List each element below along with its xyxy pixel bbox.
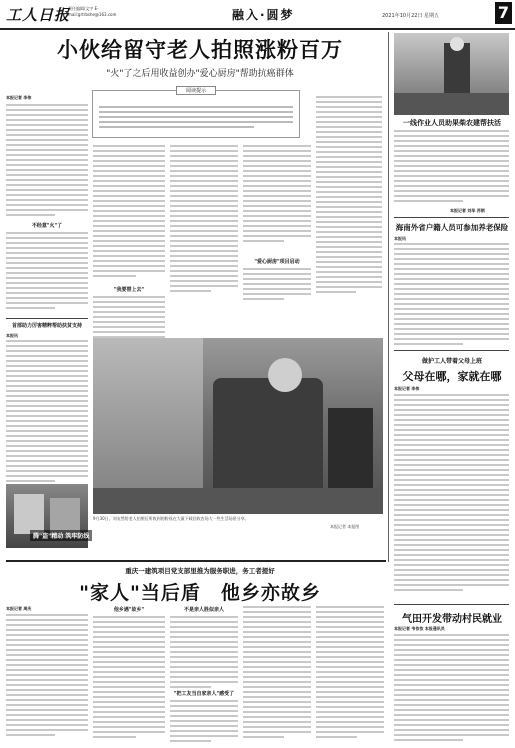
editor-meta: 责任编辑/文字 E-mail:grtrbshe@163.com (68, 6, 117, 17)
right-top-photo (394, 33, 509, 115)
divider-bottom (6, 560, 386, 562)
reading-tip-box (92, 90, 300, 138)
right-top-byline: 本报记者 刘华 苏钢 (450, 208, 485, 213)
bottom-sub-1: 他乡遇"故乡" (113, 607, 145, 613)
right-lower-body (394, 394, 509, 594)
lead-section-head-3: "爱心厨房"项目启动 (254, 259, 300, 265)
newspaper-logo: 工人日报 (6, 6, 71, 24)
lead-subhead: "火"了之后用收益创办"爱心厨房"帮助抗癌群体 (106, 69, 294, 79)
right-bottom-body (394, 634, 509, 744)
divider-right-3 (394, 604, 509, 605)
bottom-sub-3: "把工友当自家亲人"感受了 (173, 691, 235, 697)
bottom-column-4 (243, 606, 311, 741)
divider-left (6, 318, 88, 319)
bottom-column-1 (6, 614, 88, 739)
lead-photo-credit: 本报记者 本报图 (330, 524, 360, 529)
issue-date: 2021年10月22日 星期五 (382, 13, 440, 19)
bottom-kicker: 重庆一建筑项目党支部里推为服务职进，务工者提好 (125, 567, 275, 575)
bottom-column-3b (170, 700, 238, 745)
page-number: 7 (495, 2, 512, 24)
left-story-byline: 本报讯 (6, 333, 18, 338)
lead-headline: 小伙给留守老人拍照涨粉百万 (57, 38, 343, 62)
right-mid-byline: 本报讯 (394, 236, 406, 241)
left-story-body (6, 340, 88, 485)
right-column-divider (388, 32, 389, 562)
lead-photo-caption: 9月30日，刘友然给老人拍照后所收到的粉丝在大量下载回收农场大一些生活场景分享。 (93, 516, 249, 521)
lead-photo (93, 338, 383, 514)
left-story-photo-label: 腾"盗"精动 筑牢防线 (30, 530, 92, 541)
left-story-headline: 首部助力厉害精粹帮助扶贫支持 (11, 323, 82, 329)
bottom-sub-2: 不是亲人胜似亲人 (183, 607, 224, 613)
right-lower-byline: 本报记者 李伟 (394, 386, 420, 391)
right-top-headline: 一线作业人员助果柴农建帮扶活 (403, 119, 501, 127)
right-lower-kicker: 做护工人带着父母上班 (421, 358, 482, 365)
reading-tip-label: 阅读提示 (176, 86, 216, 95)
lead-column-4 (243, 145, 311, 245)
right-lower-headline: 父母在哪，家就在哪 (402, 370, 502, 383)
lead-section-head-2: "我要替上去" (113, 287, 145, 293)
bottom-column-5 (316, 606, 384, 741)
lead-column-5 (316, 96, 382, 296)
bottom-byline: 本报记者 周庆 (6, 606, 32, 611)
right-mid-headline: 海南外省户籍人员可参加养老保险 (395, 223, 509, 232)
right-bottom-byline: 本报记者 韦依依 本报通讯员 (394, 626, 445, 631)
lead-column-4b (243, 268, 311, 303)
right-bottom-headline: 气田开发带动村民就业 (402, 614, 502, 625)
bottom-headline: "家人"当后盾 他乡亦故乡 (79, 582, 321, 604)
bottom-column-2 (93, 616, 165, 741)
lead-section-head-1: 不经意"火"了 (31, 223, 63, 229)
right-top-body (394, 130, 509, 205)
divider-right-1 (394, 217, 509, 218)
lead-byline: 本报记者 李伟 (6, 95, 32, 100)
divider-right-2 (394, 350, 509, 351)
bottom-column-3 (170, 616, 238, 691)
section-title: 融入·圆梦 (232, 8, 295, 22)
right-mid-body (394, 243, 509, 348)
lead-column-3 (170, 145, 238, 295)
lead-column-1 (6, 104, 88, 219)
lead-column-1b (6, 232, 88, 312)
masthead (0, 0, 515, 30)
lead-column-2 (93, 145, 165, 280)
